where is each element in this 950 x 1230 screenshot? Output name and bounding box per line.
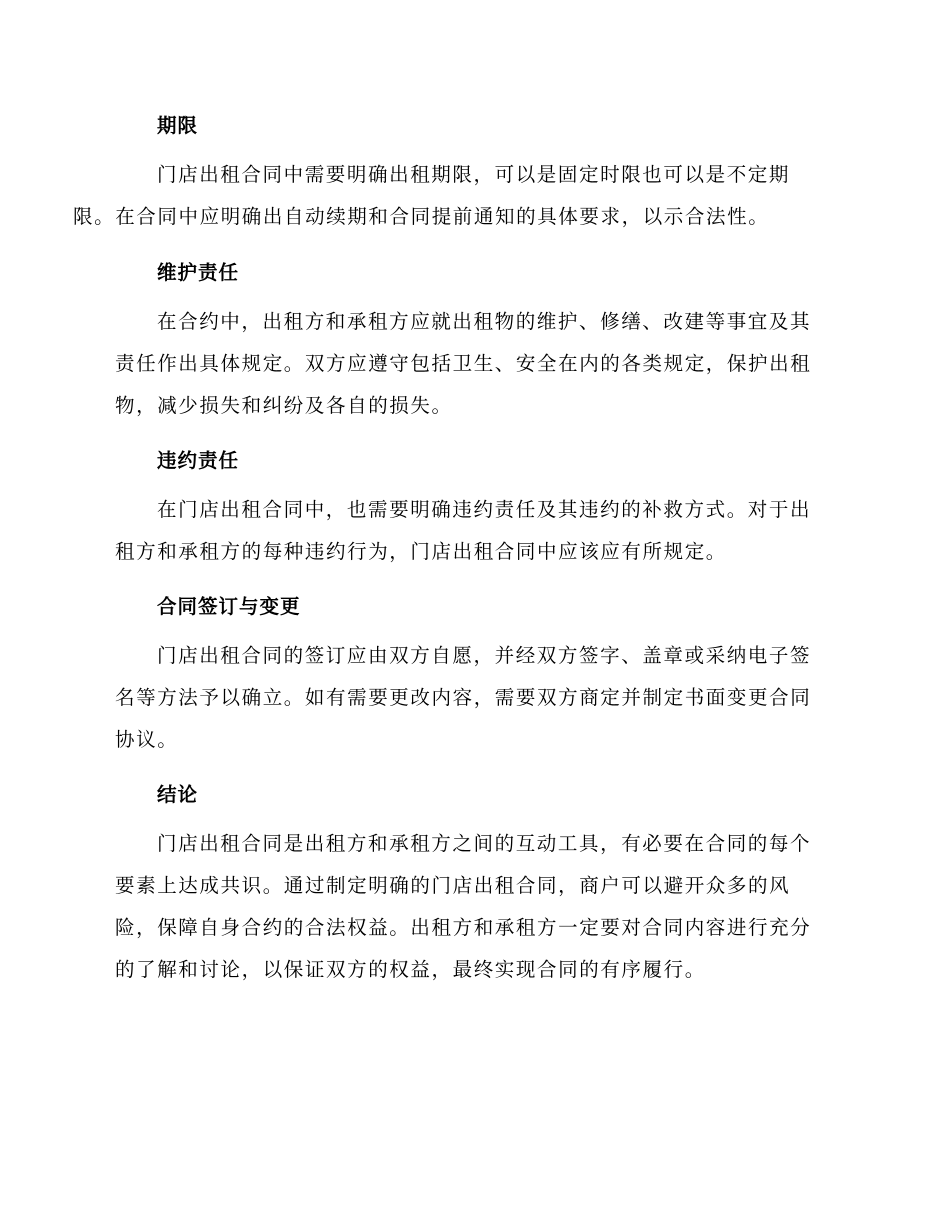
- paragraph-line: 在门店出租合同中，也需要明确违约责任及其违约的补救方式。对于出: [157, 498, 812, 521]
- paragraph-line: 名等方法予以确立。如有需要更改内容，需要双方商定并制定书面变更合同: [115, 686, 812, 709]
- section-term: [73, 114, 835, 238]
- paragraph-line: 租方和承租方的每种违约行为，门店出租合同中应该应有所规定。: [115, 540, 727, 563]
- paragraph-line: 门店出租合同的签订应由双方自愿，并经双方签字、盖章或采纳电子签: [157, 644, 812, 667]
- paragraph-line: 险，保障自身合约的合法权益。出租方和承租方一定要对合同内容进行充分: [115, 916, 812, 939]
- section-heading: 合同签订与变更: [157, 595, 301, 618]
- section-paragraph: [73, 154, 835, 238]
- paragraph-line: 要素上达成共识。通过制定明确的门店出租合同，商户可以避开众多的风: [115, 874, 791, 897]
- section-maintenance: [115, 261, 835, 427]
- section-breach: [115, 449, 835, 573]
- section-heading: 维护责任: [157, 261, 240, 284]
- paragraph-line: 责任作出具体规定。双方应遵守包括卫生、安全在内的各类规定，保护出租: [115, 352, 812, 375]
- section-heading: 结论: [157, 783, 199, 806]
- paragraph-line: 协议。: [115, 728, 179, 751]
- paragraph-line: 门店出租合同中需要明确出租期限，可以是固定时限也可以是不定期: [157, 163, 791, 186]
- section-paragraph: [115, 489, 835, 573]
- section-paragraph: [115, 823, 835, 991]
- section-paragraph: [115, 635, 835, 761]
- section-heading: 违约责任: [157, 449, 240, 472]
- paragraph-line: 限。在合同中应明确出自动续期和合同提前通知的具体要求，以示合法性。: [73, 205, 770, 228]
- paragraph-line: 在合约中，出租方和承租方应就出租物的维护、修缮、改建等事宜及其: [157, 310, 812, 333]
- paragraph-line: 的了解和讨论，以保证双方的权益，最终实现合同的有序履行。: [115, 958, 706, 981]
- section-heading: 期限: [157, 114, 199, 137]
- paragraph-line: 门店出租合同是出租方和承租方之间的互动工具，有必要在合同的每个: [157, 832, 812, 855]
- paragraph-line: 物，减少损失和纠纷及各自的损失。: [115, 394, 453, 417]
- section-paragraph: [115, 301, 835, 427]
- section-conclusion: [115, 783, 835, 991]
- section-signing: [115, 595, 835, 761]
